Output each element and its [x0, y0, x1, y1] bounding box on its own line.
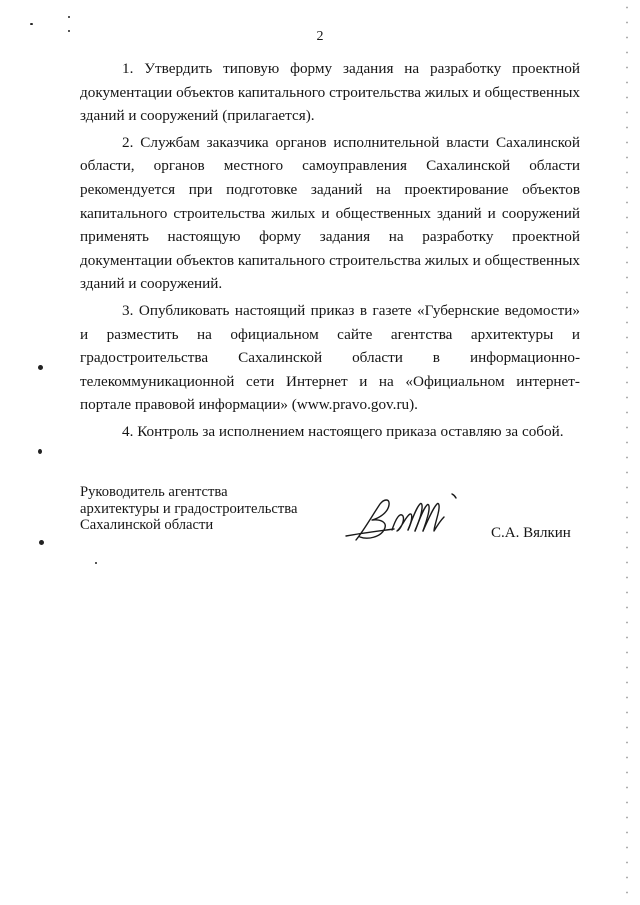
- paragraph-customer-services: 2. Службам заказчика органов исполнительной власти Сахалинской области, органов местного самоуправления Сахалинской области рекомендуется при подготовке заданий на проектирование объектов капитального строительства жилых и общественных зданий и сооружений применять настоящую форму задания на разработку проектной документации объектов капитального строительства жилых и общественных зданий и сооружений.: [80, 133, 580, 293]
- hole-punch-mark: [38, 365, 43, 370]
- signer-name: С.А. Вялкин: [491, 525, 571, 541]
- scan-speck: [95, 562, 97, 564]
- signer-title-line: архитектуры и градостроительства: [80, 500, 298, 517]
- signer-title-line: Руководитель агентства: [80, 484, 228, 500]
- paragraph-control: 4. Контроль за исполнением настоящего приказа оставляю за собой.: [122, 422, 564, 440]
- paragraph-approve-form: 1. Утвердить типовую форму задания на разработку проектной документации объектов капитального строительства жилых и общественных зданий и сооружений (прилагается).: [80, 60, 580, 125]
- page-number: 2: [316, 29, 324, 44]
- handwritten-signature: [342, 490, 472, 548]
- scan-speck: [30, 23, 33, 25]
- signer-title: [80, 484, 297, 534]
- signature-block: [80, 484, 600, 554]
- document-body: [80, 57, 580, 447]
- scan-edge-dots: [626, 0, 628, 905]
- hole-punch-mark: [38, 449, 42, 454]
- scan-speck: [68, 16, 70, 18]
- paragraph-publish-order: 3. Опубликовать настоящий приказ в газете «Губернские ведомости» и разместить на официальном сайте агентства архитектуры и градостроительства Сахалинской области в информационно-телекоммуникационной сети Интернет и на «Официальном интернет-портале правовой информации» (www.pravo.gov.ru).: [80, 301, 580, 414]
- hole-punch-mark: [39, 540, 44, 545]
- signer-title-line: Сахалинской области: [80, 517, 214, 533]
